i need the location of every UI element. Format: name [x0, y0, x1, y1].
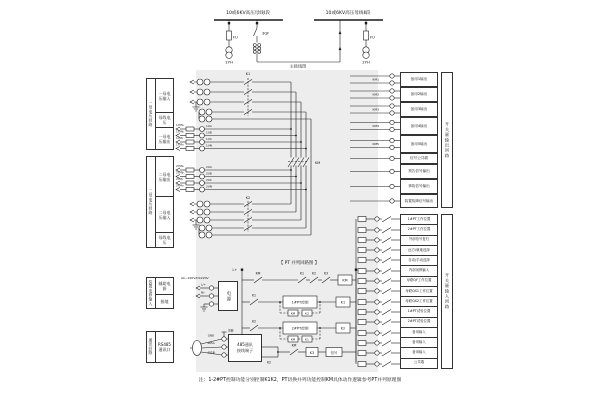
- terminal-label: 1UC: [206, 137, 212, 141]
- input-label-box: 自动/手动选择: [401, 255, 437, 265]
- panel-comm: [146, 331, 174, 363]
- contact-label: K2: [266, 360, 272, 365]
- contact-label: K1: [251, 293, 257, 298]
- output-label-box: 备用1输出: [400, 72, 438, 87]
- input-label-box: 备用输入: [401, 347, 437, 357]
- input-label-column: [400, 214, 438, 369]
- comm-terminal-label: GND: [207, 333, 215, 338]
- lead-label: 1YMb: [176, 129, 184, 134]
- panel-cell: 辅助电源: [156, 278, 173, 295]
- lead-label: 2YMn: [176, 183, 184, 188]
- lead-label: 1YMn: [176, 142, 184, 147]
- coil-label: K3: [309, 351, 315, 355]
- output-contact-label: KM1: [372, 77, 379, 82]
- input-label-box: 外部信号复归: [401, 235, 437, 245]
- ladder-box-label: 1#PT控制: [291, 300, 309, 305]
- panel-cell: 二母电压输入: [156, 197, 173, 233]
- pt2-label: 2YH: [362, 59, 370, 65]
- rail-plus-label: L+: [232, 268, 237, 272]
- panel-bus2-voltage: [146, 156, 174, 248]
- panel-bus1-voltage: [146, 78, 174, 150]
- coil-label: K2: [340, 326, 346, 331]
- contact-label: K2: [311, 271, 317, 276]
- input-label-box: 备用输入: [401, 327, 437, 337]
- terminal-label: 2UC: [206, 178, 212, 182]
- panel-side-label: 装置电源输入: [147, 278, 156, 308]
- km-contact-label: KM: [315, 161, 321, 165]
- power-supply-box: 电源: [218, 281, 238, 311]
- contact-label: K3: [323, 271, 329, 276]
- contact-label: KM: [255, 271, 261, 276]
- panel-cell: 母线电压: [156, 113, 173, 128]
- terminal-label: 1UB: [206, 130, 212, 135]
- ladder-box-label: 信号: [330, 351, 338, 355]
- panel-power-input: [146, 277, 174, 309]
- terminal-label: 2UA: [206, 165, 212, 169]
- panel-side-label: 一母电压回路: [147, 79, 156, 149]
- comm-terminal-label: 485A: [207, 341, 215, 345]
- rs485-box-line1: 485通讯: [237, 342, 253, 348]
- rs485-connector: [193, 341, 202, 356]
- output-label-box: 信号公共端: [400, 153, 438, 164]
- bus2-label: 10或6KV高压母线Ⅱ段: [325, 11, 371, 16]
- output-label-box: 备用5输出: [400, 135, 438, 153]
- terminal-label: 1UN: [206, 143, 212, 148]
- input-label-box: 远方/就地选择: [401, 245, 437, 255]
- input-label-box: 2#PT试验位置: [401, 317, 437, 327]
- output-label-box: 事故信号输出: [400, 179, 438, 194]
- power-source-label: AC~220V/DC220V: [181, 276, 209, 280]
- contact-label: K2: [251, 319, 257, 324]
- main-wiring-caption: 主接线图: [289, 63, 307, 69]
- ladder-title: 【 PT 并列回路图 】: [278, 261, 320, 266]
- sub-contact-label: KM: [290, 311, 296, 316]
- input-label-box: 内部闭锁输入: [401, 265, 437, 275]
- output-label-box: 预告信号输出: [400, 164, 438, 179]
- input-label-box: 备用输入: [401, 337, 437, 347]
- lead-label: 1YMc: [176, 136, 184, 140]
- output-label-box: 备用2输出: [400, 87, 438, 102]
- input-label-box: 母联QS1工作位置: [401, 286, 437, 296]
- sub-contact-label: K1: [305, 337, 309, 342]
- rs485-terminal-box: [228, 334, 262, 362]
- fuse2-label: FU: [370, 35, 375, 40]
- lead-label: 2YMa: [176, 164, 184, 168]
- bus1-label: 10或6KV高压母线Ⅰ段: [226, 11, 270, 16]
- panel-cell: 一母电压输出: [158, 133, 171, 144]
- fuse1-label: FU: [233, 35, 238, 40]
- power-terminal-label: N/-: [201, 290, 206, 295]
- output-contact-label: KM3: [372, 107, 379, 112]
- panel-cell: 接地: [160, 299, 169, 304]
- output-label-box: 备用4输出: [400, 117, 438, 135]
- terminal-label: 2UN: [206, 184, 212, 189]
- input-label-box: 公共端: [401, 358, 437, 368]
- breaker-label: 3QF: [262, 31, 270, 36]
- panel-cell: 母线电压: [158, 235, 171, 245]
- comm-port-line2: 通讯口: [158, 347, 171, 352]
- input-label-box: 母联QS2工作位置: [401, 296, 437, 306]
- input-label-box: 2#PT工作位置: [401, 224, 437, 234]
- output-contact-label: KM5: [372, 142, 379, 147]
- sub-contact-label: K2: [305, 311, 309, 316]
- contact-label: KM: [291, 343, 297, 348]
- contact-label: K1: [299, 271, 305, 276]
- terminal-label: 2UB: [206, 171, 212, 176]
- lead-label: 2YMc: [176, 177, 184, 181]
- input-label-box: 1#PT试验位置: [401, 306, 437, 316]
- input-label-box: 1#PT工作位置: [407, 216, 431, 221]
- output-label-box: 备用3输出: [400, 102, 438, 117]
- main-wiring-section: [214, 9, 383, 70]
- comm-terminal-label: 485B: [207, 350, 215, 355]
- rs485-box-line2: 接线端子: [237, 348, 253, 353]
- panel-cell: 二母电压输出: [156, 157, 173, 197]
- lead-label: 2YMb: [176, 170, 184, 175]
- bottom-note: 注：1-2#PT控制功能分别控制K1K2，PT切换并列功能控制KM具体动作逻辑参考PT并列原理图: [198, 378, 402, 383]
- sub-contact-label: KM: [290, 337, 296, 342]
- panel-side-label: 通讯回路: [147, 332, 156, 362]
- coil-label: KM: [342, 278, 348, 283]
- input-label-box: 母联QF工作位置: [401, 276, 437, 286]
- ladder-box-label: 2#PT控制: [291, 326, 309, 331]
- lead-label: 1YMa: [176, 123, 184, 127]
- output-section-side-label: 开关量输出回路: [441, 72, 453, 208]
- panel-cell: 一母电压输入: [156, 79, 173, 113]
- output-label-box: 装置故障信号输出: [400, 194, 438, 208]
- output-contact-label: KM4: [372, 124, 379, 129]
- panel-side-label: 二母电压回路: [147, 157, 156, 247]
- input-section-side-label: 开关量输入回路: [441, 214, 453, 369]
- output-contact-label: KM2: [372, 92, 379, 97]
- pt1-label: 1YH: [225, 59, 233, 65]
- coil-label: K1: [340, 300, 346, 305]
- comm-port-line1: RS485: [158, 341, 171, 347]
- k1-contact-label: K1: [245, 72, 251, 76]
- shield-label: 屏蔽: [228, 328, 234, 333]
- k2-contact-label: K2: [245, 196, 251, 200]
- power-terminal-label: L/+: [201, 282, 206, 287]
- terminal-label: 1UA: [206, 124, 212, 128]
